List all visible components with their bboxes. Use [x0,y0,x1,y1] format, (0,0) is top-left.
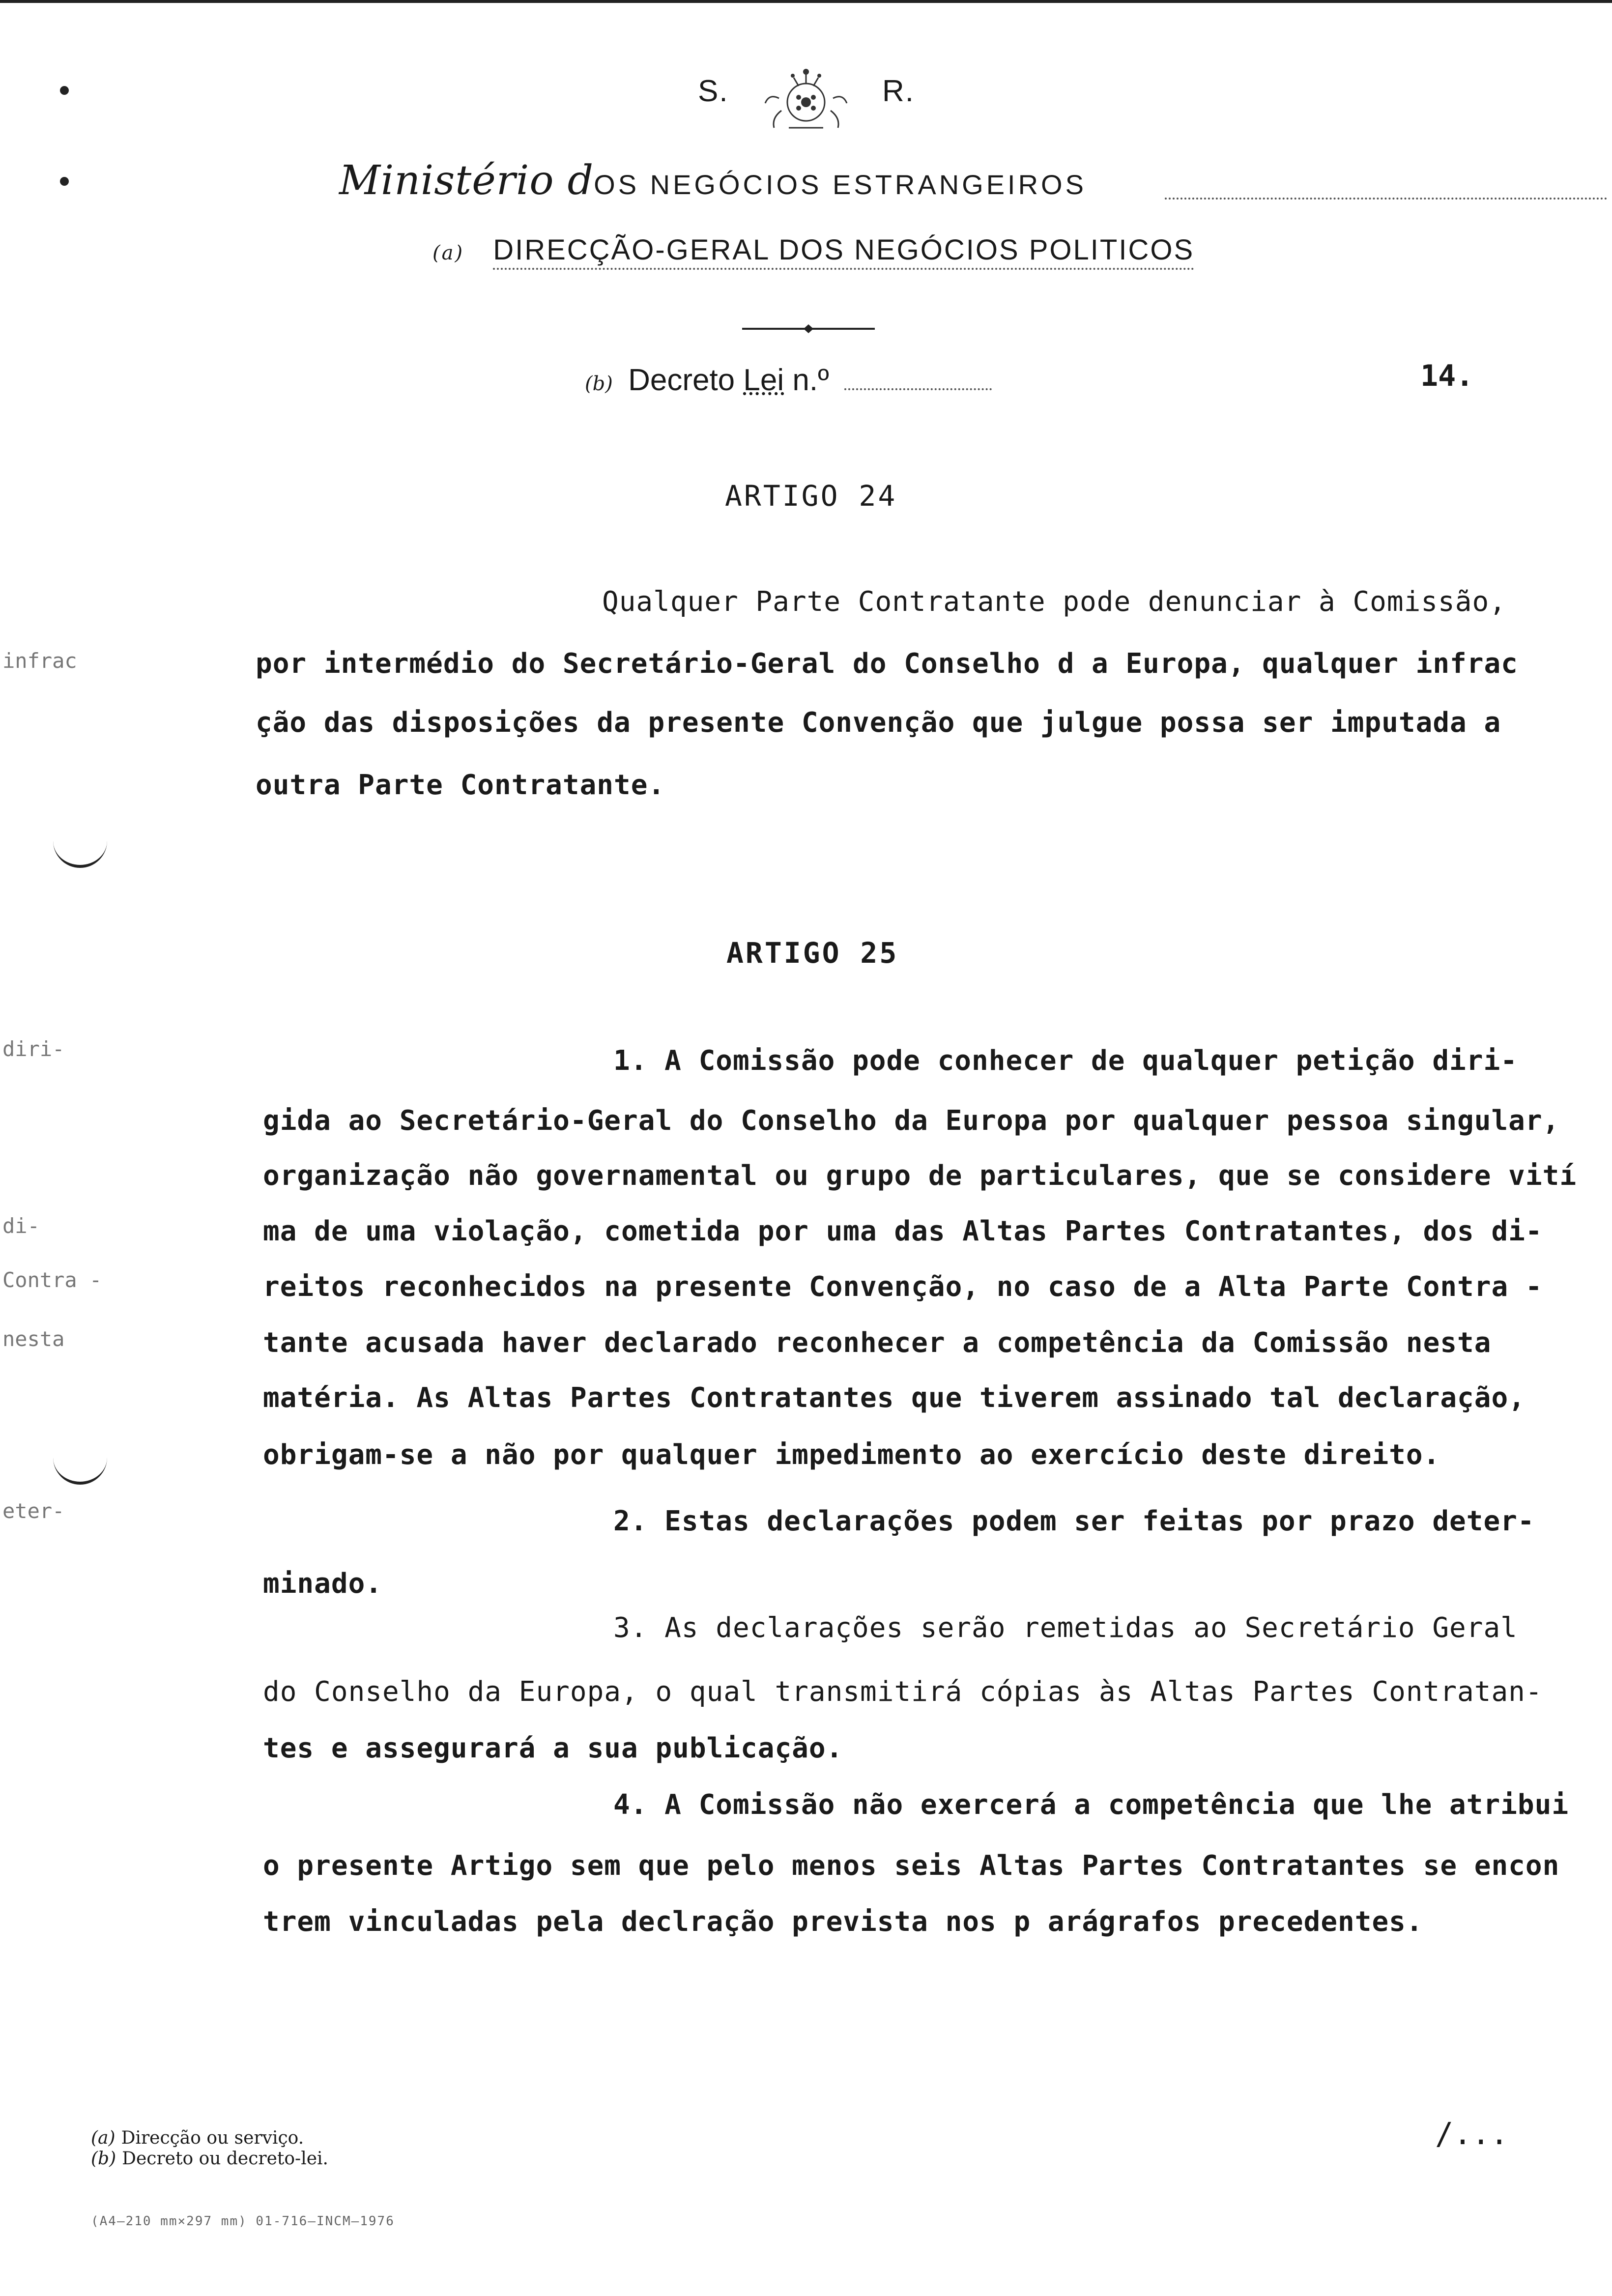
margin-fragment: nesta [2,1327,65,1351]
article-title: ARTIGO 24 [725,479,897,513]
decree-number-label: n.º [792,363,829,397]
body-line: obrigam-se a não por qualquer impedimento ao exercício deste direito. [263,1439,1440,1471]
seal-letter-right: R. [882,74,915,108]
body-line: 3. As declarações serão remetidas ao Secretário Geral [613,1612,1518,1644]
coat-of-arms-icon [759,64,853,138]
body-line: Qualquer Parte Contratante pode denunciar à Comissão, [602,586,1506,618]
decree-line [585,363,992,398]
footnote-ref-a: (a) [432,242,464,264]
margin-curve [53,835,107,868]
body-line: ma de uma violação, cometida por uma das Altas Partes Contratantes, dos di- [263,1215,1543,1247]
print-code: (A4—210 mm×297 mm) 01-716—INCM—1976 [91,2214,395,2229]
body-line: minado. [263,1568,383,1600]
footnote-text: Decreto ou decreto-lei. [122,2149,328,2169]
body-line: outra Parte Contratante. [256,769,665,801]
seal-letter-left: S. [698,74,729,108]
top-border [0,0,1612,3]
margin-dot [60,86,69,95]
margin-fragment: di- [2,1214,40,1238]
body-line: tante acusada haver declarado reconhecer a competência da Comissão nesta [263,1327,1492,1359]
footnote-mark: (b) [91,2149,116,2169]
directorate-name: DIRECÇÃO-GERAL DOS NEGÓCIOS POLITICOS [493,234,1194,270]
body-line: matéria. As Altas Partes Contratantes que tiverem assinado tal declaração, [263,1382,1526,1414]
body-line: 2. Estas declarações podem ser feitas por prazo deter- [613,1505,1535,1537]
margin-fragment: infrac [2,649,77,673]
article-title: ARTIGO 25 [726,936,899,970]
body-line: organização não governamental ou grupo de particulares, que se considere vití [263,1160,1577,1192]
decree-lei: Lei [743,363,784,397]
ministry-heading [339,157,1273,216]
body-line: por intermédio do Secretário-Geral do Conselho d a Europa, qualquer infrac [256,648,1518,680]
body-line: 1. A Comissão pode conhecer de qualquer petição diri- [613,1045,1518,1077]
ornament-divider [742,321,875,336]
footnote-item [91,2149,328,2169]
footnote-text: Direcção ou serviço. [121,2128,304,2148]
body-line: do Conselho da Europa, o qual transmitirá cópias às Altas Partes Contratan- [263,1676,1543,1708]
ministry-prefix: Ministério d [339,157,594,204]
margin-fragment: eter- [2,1499,65,1523]
footnotes [91,2128,328,2169]
body-line: reitos reconhecidos na presente Convenção, no caso de a Alta Parte Contra - [263,1271,1543,1303]
dotted-rule [1165,198,1607,200]
margin-fragment: diri- [2,1037,65,1061]
directorate-heading [432,233,1366,266]
letterhead-seal [678,64,983,138]
footnote-item [91,2128,328,2149]
margin-curve [53,1452,107,1485]
body-line: trem vinculadas pela declração prevista nos p arágrafos precedentes. [263,1906,1423,1938]
page-number: 14. [1420,359,1474,393]
margin-fragment: Contra - [2,1268,102,1292]
body-line: o presente Artigo sem que pelo menos seis Altas Partes Contratantes se encon [263,1850,1560,1882]
margin-dot [60,177,69,186]
ministry-name: OS NEGÓCIOS ESTRANGEIROS [594,169,1087,200]
body-line: gida ao Secretário-Geral do Conselho da Europa por qualquer pessoa singular, [263,1105,1560,1137]
footnote-ref-b: (b) [585,373,613,395]
body-line: tes e assegurará a sua publicação. [263,1732,843,1764]
continued-mark: /... [1435,2116,1509,2152]
body-line: ção das disposições da presente Convenção que julgue possa ser imputada a [256,707,1501,739]
decree-number-blank [844,383,992,390]
footnote-mark: (a) [91,2128,115,2148]
decree-label: Decreto [628,363,735,397]
body-line: 4. A Comissão não exercerá a competência que lhe atribui [613,1789,1569,1821]
